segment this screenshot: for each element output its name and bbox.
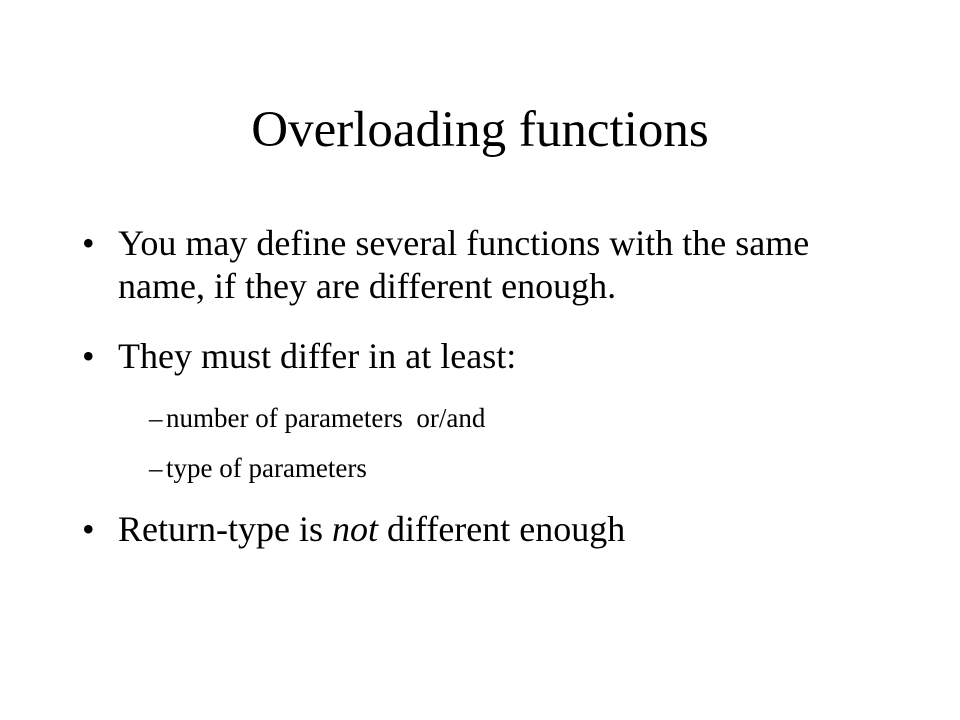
sub-bullet-text: type of parameters (166, 453, 367, 483)
bullet-text-before: Return-type is (118, 509, 332, 549)
sub-bullet-text: number of parameters or/and (166, 403, 486, 433)
bullet-marker: • (82, 223, 95, 263)
bullet-text (118, 508, 898, 551)
emphasis-text: not (331, 509, 378, 549)
bullet-marker: • (82, 509, 95, 549)
bullet-marker: • (82, 336, 95, 376)
dash-marker: – (149, 453, 163, 483)
bullet-text: You may define several functions with the same name, if they are different enough. (118, 223, 810, 306)
dash-marker: – (149, 403, 163, 433)
bullet-text: They must differ in at least: (118, 336, 517, 376)
bullet-text-after: different enough (377, 509, 626, 549)
slide-title: Overloading functions (251, 102, 709, 158)
